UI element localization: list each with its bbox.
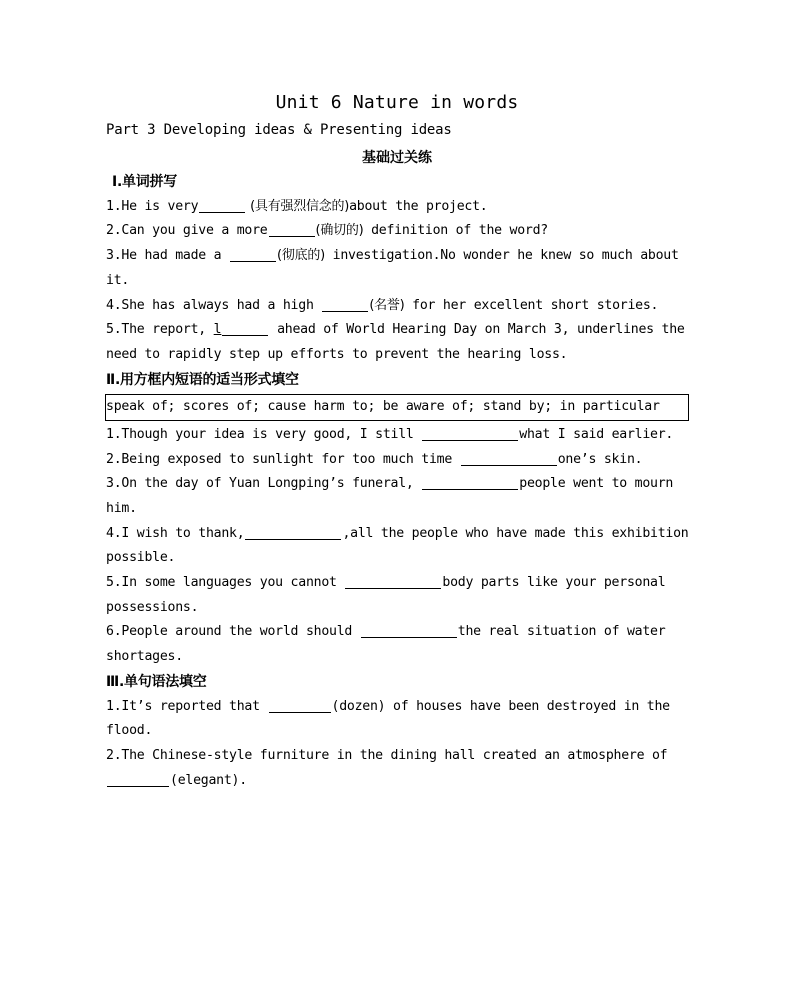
s3-item-1: 1.It’s reported that (dozen) of houses have been destroyed in the flood. (106, 698, 670, 739)
s3-item-2: 2.The Chinese-style furniture in the dining hall created an atmosphere of (elegant). (106, 747, 668, 788)
section-1-heading: Ⅰ.单词拼写 (112, 174, 178, 190)
phrase-box: speak of; scores of; cause harm to; be aware of; stand by; in particular (105, 394, 689, 421)
initial-letter-hint: l (213, 322, 222, 338)
s1-item-2: 2.Can you give a more (确切的) definition of the word? (106, 223, 548, 239)
s1-item-1: 1.He is very (具有强烈信念的)about the project. (106, 198, 488, 214)
s2-item-3: 3.On the day of Yuan Longping’s funeral, people went to mourn him. (106, 476, 674, 516)
s2-item-2: 2.Being exposed to sunlight for too much time one’s skin. (106, 451, 643, 467)
answer-blank[interactable] (322, 296, 368, 312)
answer-blank[interactable] (461, 450, 557, 466)
section-2-heading: Ⅱ.用方框内短语的适当形式填空 (106, 371, 299, 388)
s1-item-5: 5.The report, l ahead of World Hearing Day on March 3, underlines the need to rapidly step up efforts to prevent the hearing loss. (106, 322, 685, 362)
answer-blank[interactable] (230, 246, 276, 262)
answer-blank[interactable] (361, 622, 457, 638)
answer-blank[interactable] (222, 320, 268, 336)
answer-blank[interactable] (269, 221, 315, 237)
answer-blank[interactable] (107, 771, 169, 787)
s2-item-5: 5.In some languages you cannot body parts like your personal possessions. (106, 575, 666, 615)
practice-label: 基础过关练 (362, 150, 432, 166)
answer-blank[interactable] (422, 425, 518, 441)
s1-item-3: 3.He had made a (彻底的) investigation.No wonder he knew so much about it. (106, 248, 679, 288)
answer-blank[interactable] (422, 474, 518, 490)
s2-item-6: 6.People around the world should the real situation of water shortages. (106, 624, 666, 665)
unit-title: Unit 6 Nature in words (275, 92, 519, 113)
answer-blank[interactable] (199, 197, 245, 213)
part-subtitle: Part 3 Developing ideas & Presenting ideas (106, 122, 452, 138)
answer-blank[interactable] (345, 573, 441, 589)
answer-blank[interactable] (269, 697, 331, 713)
section-3-heading: Ⅲ.单句语法填空 (106, 673, 207, 690)
answer-blank[interactable] (245, 524, 341, 540)
s2-item-1: 1.Though your idea is very good, I still what I said earlier. (106, 426, 674, 442)
s1-item-4: 4.She has always had a high (名誉) for her excellent short stories. (106, 297, 659, 313)
worksheet-content (106, 170, 692, 793)
s2-item-4: 4.I wish to thank, ,all the people who have made this exhibition possible. (106, 525, 689, 566)
